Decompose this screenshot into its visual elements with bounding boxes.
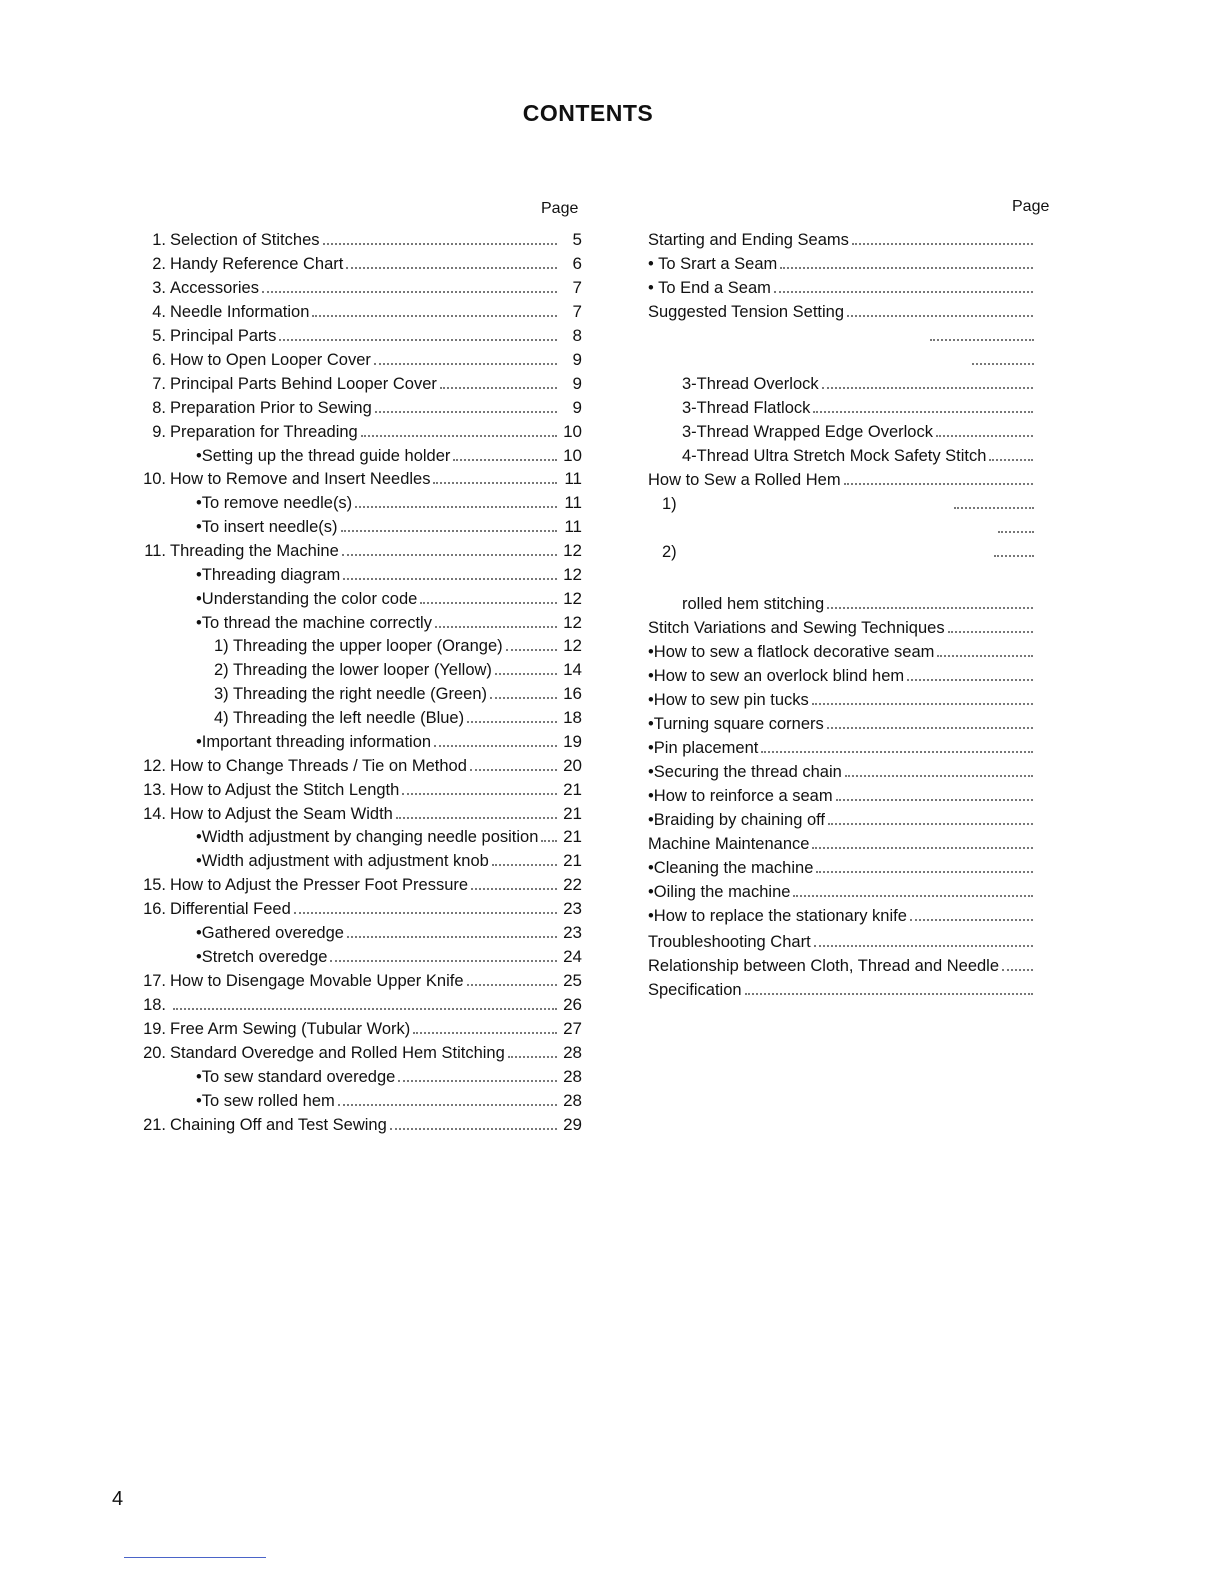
- toc-entry: [648, 394, 1036, 418]
- toc-entry-number: 15.: [143, 876, 166, 894]
- toc-entry-title: Differential Feed: [170, 900, 291, 918]
- toc-entry-number: 7.: [152, 375, 166, 393]
- dot-leader: [541, 840, 557, 842]
- toc-entry: [130, 1063, 582, 1087]
- toc-entry-page: 25: [563, 971, 582, 990]
- dot-leader: [341, 530, 557, 532]
- toc-entry-title: • To End a Seam: [648, 279, 771, 297]
- dot-leader: [471, 888, 557, 890]
- toc-entry-page: 6: [572, 254, 582, 273]
- toc-entry: [130, 919, 582, 943]
- toc-entry-number: 8.: [152, 399, 166, 417]
- toc-entry: [130, 1015, 582, 1039]
- toc-entry: [648, 806, 1036, 830]
- toc-entry: [648, 758, 1036, 782]
- toc-entry: [648, 590, 1036, 614]
- dot-leader: [844, 483, 1033, 485]
- dot-leader: [330, 960, 557, 962]
- toc-entry: [648, 976, 1036, 1000]
- toc-entry-title: •Understanding the color code: [196, 590, 418, 608]
- toc-entry-title: Selection of Stitches: [170, 231, 320, 249]
- dot-leader: [346, 267, 557, 269]
- page-number: 4: [112, 1488, 124, 1510]
- dot-leader: [989, 459, 1033, 461]
- toc-entry-number: 3.: [152, 279, 166, 297]
- dot-leader: [294, 912, 557, 914]
- toc-entry: [130, 513, 582, 537]
- dot-leader: [780, 267, 1033, 269]
- toc-entry-page: 7: [572, 302, 582, 321]
- dot-leader: [492, 864, 557, 866]
- toc-entry-title: •Pin placement: [648, 739, 759, 757]
- toc-entry-number: 2.: [152, 255, 166, 273]
- dot-leader: [375, 411, 557, 413]
- dot-leader: [910, 919, 1033, 921]
- toc-entry: [130, 800, 582, 824]
- toc-entry-title: Preparation for Threading: [170, 423, 358, 441]
- toc-entry: [130, 465, 582, 489]
- toc-entry-page: 22: [563, 875, 582, 894]
- dot-leader: [907, 679, 1033, 681]
- toc-entry: [648, 226, 1036, 250]
- toc-entry-title: •Turning square corners: [648, 715, 824, 733]
- toc-entry-title: •To remove needle(s): [196, 494, 353, 512]
- toc-entry-title: •Setting up the thread guide holder: [196, 447, 451, 465]
- dot-leader: [1002, 969, 1033, 971]
- dot-leader: [413, 1032, 557, 1034]
- toc-entry-title: •To thread the machine correctly: [196, 614, 432, 632]
- dot-leader: [420, 602, 557, 604]
- toc-entry-title: •Important threading information: [196, 733, 432, 751]
- toc-entry-title: Threading the Machine: [170, 542, 339, 560]
- toc-entry: [648, 418, 1036, 442]
- toc-entry: [648, 734, 1036, 758]
- toc-entry-page: 12: [563, 565, 582, 584]
- toc-entry-number: 1.: [152, 231, 166, 249]
- toc-entry-title: rolled hem stitching: [682, 595, 825, 613]
- toc-entry: [130, 680, 582, 704]
- dot-leader: [836, 799, 1033, 801]
- toc-entry-page: 11: [564, 493, 582, 512]
- dot-leader: [822, 387, 1033, 389]
- toc-entry: [130, 370, 582, 394]
- toc-entry: [648, 710, 1036, 734]
- toc-entry-number: 21.: [143, 1116, 166, 1134]
- toc-entry: [130, 274, 582, 298]
- toc-entry-title: 1) Threading the upper looper (Orange): [214, 637, 503, 655]
- toc-entry-number: 9.: [152, 423, 166, 441]
- toc-entry-page: 12: [563, 541, 582, 560]
- toc-entry-title: 1): [662, 495, 677, 513]
- toc-entry-page: 9: [572, 374, 582, 393]
- toc-entry-page: 11: [564, 469, 582, 488]
- toc-entry-title: Accessories: [170, 279, 259, 297]
- toc-entry-title: •To sew rolled hem: [196, 1092, 335, 1110]
- toc-entry-page: 10: [563, 446, 582, 465]
- dot-leader: [495, 673, 557, 675]
- toc-entry-title: Relationship between Cloth, Thread and Needle: [648, 957, 1000, 975]
- toc-entry-title: Principal Parts: [170, 327, 277, 345]
- dot-leader: [812, 703, 1033, 705]
- dot-leader: [930, 339, 1034, 341]
- dot-leader: [343, 578, 557, 580]
- dot-leader: [433, 482, 557, 484]
- toc-entry: [130, 847, 582, 871]
- toc-entry-title: •Gathered overedge: [196, 924, 344, 942]
- toc-entry-title: Free Arm Sewing (Tubular Work): [170, 1020, 411, 1038]
- footer-rule: [124, 1557, 266, 1558]
- dot-leader: [434, 745, 557, 747]
- left-page-label: Page: [541, 200, 579, 217]
- toc-entry: [648, 638, 1036, 662]
- dot-leader: [845, 775, 1033, 777]
- toc-entry-page: 29: [563, 1115, 582, 1134]
- toc-entry-page: 23: [563, 923, 582, 942]
- toc-entry-title: •Oiling the machine: [648, 883, 791, 901]
- toc-entry-title: Chaining Off and Test Sewing: [170, 1116, 387, 1134]
- toc-entry-title: 2): [662, 543, 677, 561]
- toc-entry: [130, 489, 582, 513]
- dot-leader: [312, 315, 557, 317]
- toc-entry-title: How to Adjust the Stitch Length: [170, 781, 400, 799]
- dot-leader: [954, 507, 1034, 509]
- dot-leader: [173, 1008, 557, 1010]
- dot-leader: [994, 555, 1034, 557]
- toc-entry: [130, 823, 582, 847]
- right-page-label: Page: [1012, 198, 1050, 215]
- toc-entry: [648, 878, 1036, 902]
- toc-entry: [130, 967, 582, 991]
- toc-entry-page: 12: [563, 636, 582, 655]
- toc-entry-number: 12.: [143, 757, 166, 775]
- toc-entry-page: 14: [563, 660, 582, 679]
- toc-entry: [130, 752, 582, 776]
- dot-leader: [508, 1056, 557, 1058]
- toc-entry: [648, 370, 1036, 394]
- dot-leader: [793, 895, 1033, 897]
- dot-leader: [774, 291, 1033, 293]
- toc-entry: [130, 704, 582, 728]
- toc-entry: [648, 662, 1036, 686]
- toc-entry: [648, 538, 1036, 562]
- dot-leader: [467, 984, 558, 986]
- toc-entry-title: •How to sew pin tucks: [648, 691, 809, 709]
- toc-entry: [648, 854, 1036, 878]
- toc-entry-title: •Securing the thread chain: [648, 763, 842, 781]
- toc-entry-page: 9: [572, 398, 582, 417]
- toc-entry-title: 4) Threading the left needle (Blue): [214, 709, 465, 727]
- toc-entry: [648, 346, 1036, 370]
- toc-entry: [648, 782, 1036, 806]
- dot-leader: [761, 751, 1033, 753]
- toc-entry: [648, 514, 1036, 538]
- dot-leader: [374, 363, 557, 365]
- toc-entry-page: 27: [563, 1019, 582, 1038]
- toc-entry-title: •Width adjustment by changing needle position: [196, 828, 539, 846]
- toc-entry-page: 18: [563, 708, 582, 727]
- toc-entry: [130, 1111, 582, 1135]
- toc-entry-title: Handy Reference Chart: [170, 255, 344, 273]
- toc-entry-number: 4.: [152, 303, 166, 321]
- toc-entry-title: •To sew standard overedge: [196, 1068, 396, 1086]
- toc-entry: [648, 466, 1036, 490]
- toc-entry: [130, 537, 582, 561]
- dot-leader: [323, 243, 558, 245]
- toc-entry-title: •To insert needle(s): [196, 518, 338, 536]
- dot-leader: [453, 459, 557, 461]
- toc-entry: [130, 728, 582, 752]
- toc-entry: [130, 1087, 582, 1111]
- toc-entry: [130, 632, 582, 656]
- toc-entry-title: Suggested Tension Setting: [648, 303, 845, 321]
- toc-entry: [130, 943, 582, 967]
- dot-leader: [827, 607, 1033, 609]
- toc-entry: [130, 585, 582, 609]
- toc-entry-title: • To Srart a Seam: [648, 255, 778, 273]
- toc-entry-title: Principal Parts Behind Looper Cover: [170, 375, 437, 393]
- dot-leader: [745, 993, 1033, 995]
- toc-entry: [130, 609, 582, 633]
- toc-entry-title: •Braiding by chaining off: [648, 811, 826, 829]
- toc-entry: [648, 490, 1036, 514]
- toc-entry: [130, 250, 582, 274]
- toc-entry-number: 18.: [143, 996, 166, 1014]
- toc-entry-title: •Threading diagram: [196, 566, 341, 584]
- toc-entry: [130, 895, 582, 919]
- toc-entry: [130, 991, 582, 1015]
- dot-leader: [347, 936, 557, 938]
- toc-entry: [130, 442, 582, 466]
- dot-leader: [390, 1128, 557, 1130]
- toc-entry-title: Needle Information: [170, 303, 310, 321]
- toc-entry-page: 21: [563, 827, 582, 846]
- toc-entry-title: How to Change Threads / Tie on Method: [170, 757, 467, 775]
- toc-entry-title: 2) Threading the lower looper (Yellow): [214, 661, 492, 679]
- toc-entry-number: 19.: [143, 1020, 166, 1038]
- toc-entry: [130, 298, 582, 322]
- dot-leader: [402, 793, 557, 795]
- toc-entry: [130, 394, 582, 418]
- toc-entry-title: 3-Thread Flatlock: [682, 399, 811, 417]
- toc-entry-title: How to Remove and Insert Needles: [170, 470, 431, 488]
- toc-entry-page: 11: [564, 517, 582, 536]
- toc-entry-page: 5: [572, 230, 582, 249]
- dot-leader: [948, 631, 1033, 633]
- toc-entry: [648, 322, 1036, 346]
- dot-leader: [816, 871, 1033, 873]
- toc-entry-title: How to Adjust the Presser Foot Pressure: [170, 876, 469, 894]
- toc-entry-title: Machine Maintenance: [648, 835, 810, 853]
- toc-entry-number: 5.: [152, 327, 166, 345]
- dot-leader: [998, 531, 1034, 533]
- dot-leader: [936, 435, 1033, 437]
- toc-entry-title: Stitch Variations and Sewing Techniques: [648, 619, 945, 637]
- dot-leader: [827, 727, 1033, 729]
- dot-leader: [852, 243, 1033, 245]
- dot-leader: [435, 626, 557, 628]
- dot-leader: [937, 655, 1033, 657]
- dot-leader: [361, 435, 557, 437]
- dot-leader: [847, 315, 1033, 317]
- toc-entry-title: •How to reinforce a seam: [648, 787, 833, 805]
- toc-entry-number: 13.: [143, 781, 166, 799]
- toc-entry-page: 28: [563, 1067, 582, 1086]
- dot-leader: [355, 506, 557, 508]
- toc-entry-page: 7: [572, 278, 582, 297]
- toc-entry: [648, 298, 1036, 322]
- toc-entry-number: 11.: [144, 542, 166, 560]
- dot-leader: [470, 769, 557, 771]
- toc-entry-title: Troubleshooting Chart: [648, 933, 811, 951]
- toc-entry-title: •How to sew an overlock blind hem: [648, 667, 905, 685]
- toc-entry-number: 20.: [143, 1044, 166, 1062]
- toc-entry: [648, 614, 1036, 638]
- toc-entry-page: 8: [572, 326, 582, 345]
- toc-entry-page: 21: [563, 804, 582, 823]
- toc-entry-title: Specification: [648, 981, 742, 999]
- toc-entry-number: 6.: [152, 351, 166, 369]
- toc-entry-page: 28: [563, 1091, 582, 1110]
- toc-entry-number: 10.: [143, 470, 166, 488]
- toc-entry-page: 9: [572, 350, 582, 369]
- toc-entry-number: 17.: [143, 972, 166, 990]
- toc-entry: [130, 776, 582, 800]
- dot-leader: [506, 649, 557, 651]
- toc-entry-title: •Width adjustment with adjustment knob: [196, 852, 489, 870]
- toc-entry-page: 23: [563, 899, 582, 918]
- dot-leader: [342, 554, 557, 556]
- toc-entry: [130, 561, 582, 585]
- toc-entry: [130, 418, 582, 442]
- toc-entry-title: 3-Thread Wrapped Edge Overlock: [682, 423, 933, 441]
- toc-entry-title: Preparation Prior to Sewing: [170, 399, 372, 417]
- toc-entry: [648, 902, 1036, 926]
- toc-entry: [648, 250, 1036, 274]
- toc-entry-number: 14.: [143, 805, 166, 823]
- toc-entry-page: 12: [563, 613, 582, 632]
- toc-entry-title: •How to replace the stationary knife: [648, 907, 907, 925]
- toc-entry-page: 24: [563, 947, 582, 966]
- toc-entry: [648, 952, 1036, 976]
- toc-entry: [130, 871, 582, 895]
- toc-entry-title: How to Adjust the Seam Width: [170, 805, 393, 823]
- dot-leader: [338, 1104, 557, 1106]
- toc-entry-page: 21: [563, 780, 582, 799]
- toc-entry: [648, 830, 1036, 854]
- toc-entry: [130, 346, 582, 370]
- dot-leader: [828, 823, 1033, 825]
- toc-entry-title: 3-Thread Overlock: [682, 375, 819, 393]
- toc-entry-title: How to Open Looper Cover: [170, 351, 371, 369]
- toc-entry: [648, 686, 1036, 710]
- toc-entry-page: 19: [563, 732, 582, 751]
- dot-leader: [467, 721, 557, 723]
- toc-entry-page: 12: [563, 589, 582, 608]
- toc-entry: [130, 226, 582, 250]
- toc-entry-page: 16: [563, 684, 582, 703]
- toc-entry-title: Starting and Ending Seams: [648, 231, 849, 249]
- dot-leader: [972, 363, 1034, 365]
- page-title: CONTENTS: [522, 100, 654, 126]
- dot-leader: [279, 339, 557, 341]
- toc-entry-title: 4-Thread Ultra Stretch Mock Safety Stitch: [682, 447, 987, 465]
- dot-leader: [490, 697, 557, 699]
- dot-leader: [398, 1080, 557, 1082]
- toc-entry-title: How to Disengage Movable Upper Knife: [170, 972, 464, 990]
- toc-entry: [130, 322, 582, 346]
- toc-entry: [130, 656, 582, 680]
- toc-entry-title: •Stretch overedge: [196, 948, 328, 966]
- toc-entry-page: 26: [563, 995, 582, 1014]
- toc-entry-page: 20: [563, 756, 582, 775]
- toc-entry-page: 10: [563, 422, 582, 441]
- dot-leader: [814, 945, 1033, 947]
- toc-entry-title: 3) Threading the right needle (Green): [214, 685, 488, 703]
- toc-entry-page: 21: [563, 851, 582, 870]
- toc-entry-title: •How to sew a flatlock decorative seam: [648, 643, 935, 661]
- toc-entry-title: How to Sew a Rolled Hem: [648, 471, 841, 489]
- toc-entry-title: •Cleaning the machine: [648, 859, 814, 877]
- toc-entry-title: Standard Overedge and Rolled Hem Stitching: [170, 1044, 505, 1062]
- toc-entry: [648, 928, 1036, 952]
- dot-leader: [813, 411, 1033, 413]
- toc-entry-page: 28: [563, 1043, 582, 1062]
- dot-leader: [262, 291, 557, 293]
- toc-entry: [648, 274, 1036, 298]
- toc-entry: [130, 1039, 582, 1063]
- dot-leader: [440, 387, 557, 389]
- dot-leader: [812, 847, 1033, 849]
- toc-entry: [648, 442, 1036, 466]
- dot-leader: [396, 817, 557, 819]
- toc-entry-number: 16.: [143, 900, 166, 918]
